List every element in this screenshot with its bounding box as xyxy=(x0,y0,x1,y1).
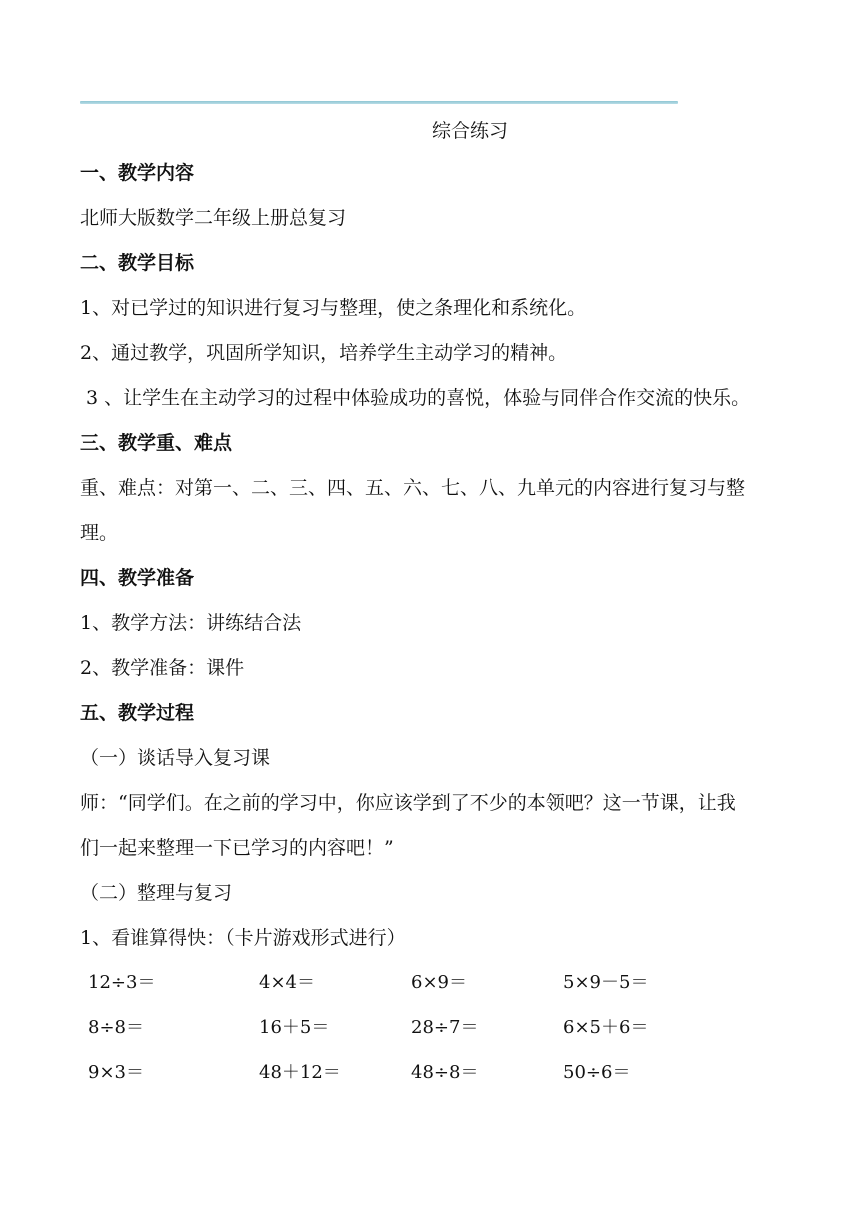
content-text: 北师大版数学二年级上册总复习 xyxy=(80,207,347,229)
teacher-speech-line-2: 们一起来整理一下已学习的内容吧！” xyxy=(80,837,394,859)
prep-item: 1、教学方法：讲练结合法 xyxy=(80,612,302,634)
exercise-item: 12÷3＝ xyxy=(88,972,156,993)
exercise-item: 5×9－5＝ xyxy=(563,972,649,993)
focus-text-line-1: 重、难点：对第一、二、三、四、五、六、七、八、九单元的内容进行复习与整 xyxy=(80,477,746,499)
section-heading-goals: 二、教学目标 xyxy=(80,252,195,274)
goal-item: 3 、让学生在主动学习的过程中体验成功的喜悦，体验与同伴合作交流的快乐。 xyxy=(80,387,751,409)
section-heading-process: 五、教学过程 xyxy=(80,702,195,724)
goal-item: 2、通过教学，巩固所学知识，培养学生主动学习的精神。 xyxy=(80,342,568,364)
process-subheading-2: （二）整理与复习 xyxy=(80,882,233,904)
section-heading-content: 一、教学内容 xyxy=(80,162,195,184)
exercise-item: 48÷8＝ xyxy=(411,1062,479,1083)
document-title: 综合练习 xyxy=(431,120,508,142)
teacher-speech-line-1: 师：“同学们。在之前的学习中，你应该学到了不少的本领吧？这一节课，让我 xyxy=(80,792,736,814)
process-subheading-1: （一）谈话导入复习课 xyxy=(80,747,271,769)
exercise-item: 50÷6＝ xyxy=(563,1062,631,1083)
exercise-item: 8÷8＝ xyxy=(88,1017,144,1038)
exercise-item: 9×3＝ xyxy=(88,1062,144,1083)
focus-text-line-2: 理。 xyxy=(80,522,119,544)
prep-item: 2、教学准备：课件 xyxy=(80,657,245,679)
exercise-item: 4×4＝ xyxy=(259,972,315,993)
section-heading-focus: 三、教学重、难点 xyxy=(80,432,233,454)
exercise-item: 16＋5＝ xyxy=(259,1017,330,1038)
exercise-item: 6×5＋6＝ xyxy=(563,1017,649,1038)
exercise-item: 28÷7＝ xyxy=(411,1017,479,1038)
goal-item: 1、对已学过的知识进行复习与整理，使之条理化和系统化。 xyxy=(80,297,587,319)
exercise-title: 1、看谁算得快：（卡片游戏形式进行） xyxy=(80,927,406,949)
header-rule xyxy=(80,101,678,104)
section-heading-prep: 四、教学准备 xyxy=(80,567,195,589)
exercise-item: 6×9＝ xyxy=(411,972,467,993)
exercise-item: 48＋12＝ xyxy=(259,1062,341,1083)
